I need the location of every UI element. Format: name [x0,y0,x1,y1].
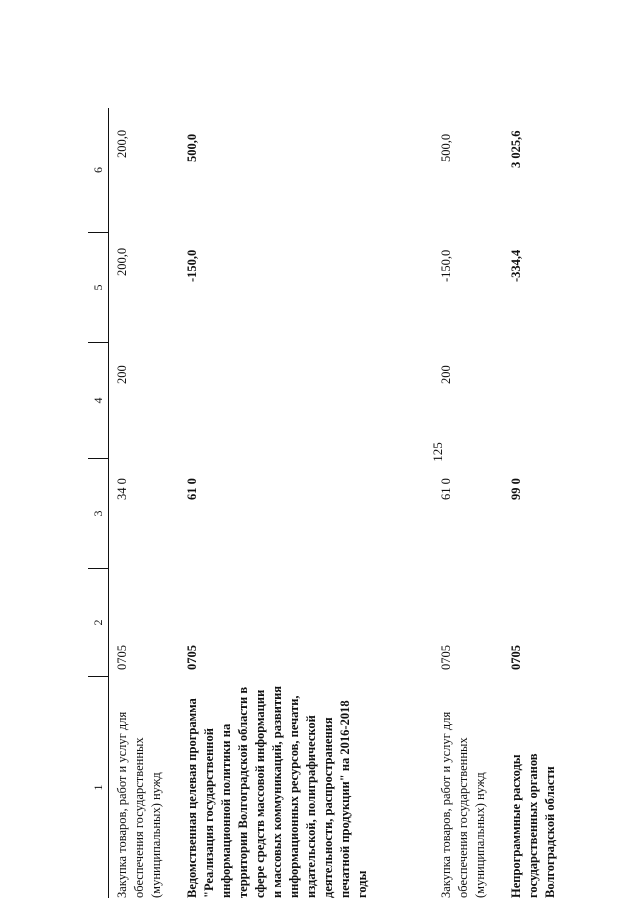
header-col-5: 5 [88,232,108,342]
header-col-2: 2 [88,568,108,676]
row-name: Закупка товаров, работ и услуг для обеспечения государственных (муниципальных) нужд [439,711,487,898]
row-col-3: 34 0 [115,478,129,500]
row-col-3: 99 0 [509,478,523,500]
budget-table [88,108,640,898]
row-col-6: 200,0 [115,129,129,158]
row-col-5: -334,4 [509,249,523,282]
row-col-2: 0705 [115,645,129,670]
row-col-5: 200,0 [115,247,129,276]
row-col-2: 0705 [185,645,199,670]
header-col-4: 4 [88,342,108,458]
row-col-5: -150,0 [185,249,199,282]
row-col-3: 61 0 [439,478,453,500]
row-col-6: 500,0 [185,133,199,162]
row-col-2: 0705 [509,645,523,670]
table-header-row [88,108,109,898]
row-col-6: 500,0 [439,133,453,162]
row-col-6: 3 025,6 [509,130,523,168]
row-col-4: 200 [115,365,129,384]
row-name: Ведомственная целевая программа "Реализация государственной информационной политики на территории Волгоградской области в сфере средств массовой информации и массовых коммуникаций, развития информационных ресурсов, печати, издательской, полиграфической деятельности, распространения печатной продукции" на 2016-2018 годы [185,685,369,898]
row-col-2: 0705 [439,645,453,670]
row-name: Непрограммные расходы государственных органов Волгоградской области [509,753,557,898]
page-number: 125 [430,442,445,462]
rotated-table-frame [88,108,640,898]
row-col-3: 61 0 [185,478,199,500]
header-col-6: 6 [91,167,105,173]
row-name: Закупка товаров, работ и услуг для обеспечения государственных (муниципальных) нужд [115,711,163,898]
row-col-5: -150,0 [439,249,453,282]
header-col-1: 1 [88,676,108,898]
row-col-4: 200 [439,365,453,384]
header-col-3: 3 [88,458,108,568]
